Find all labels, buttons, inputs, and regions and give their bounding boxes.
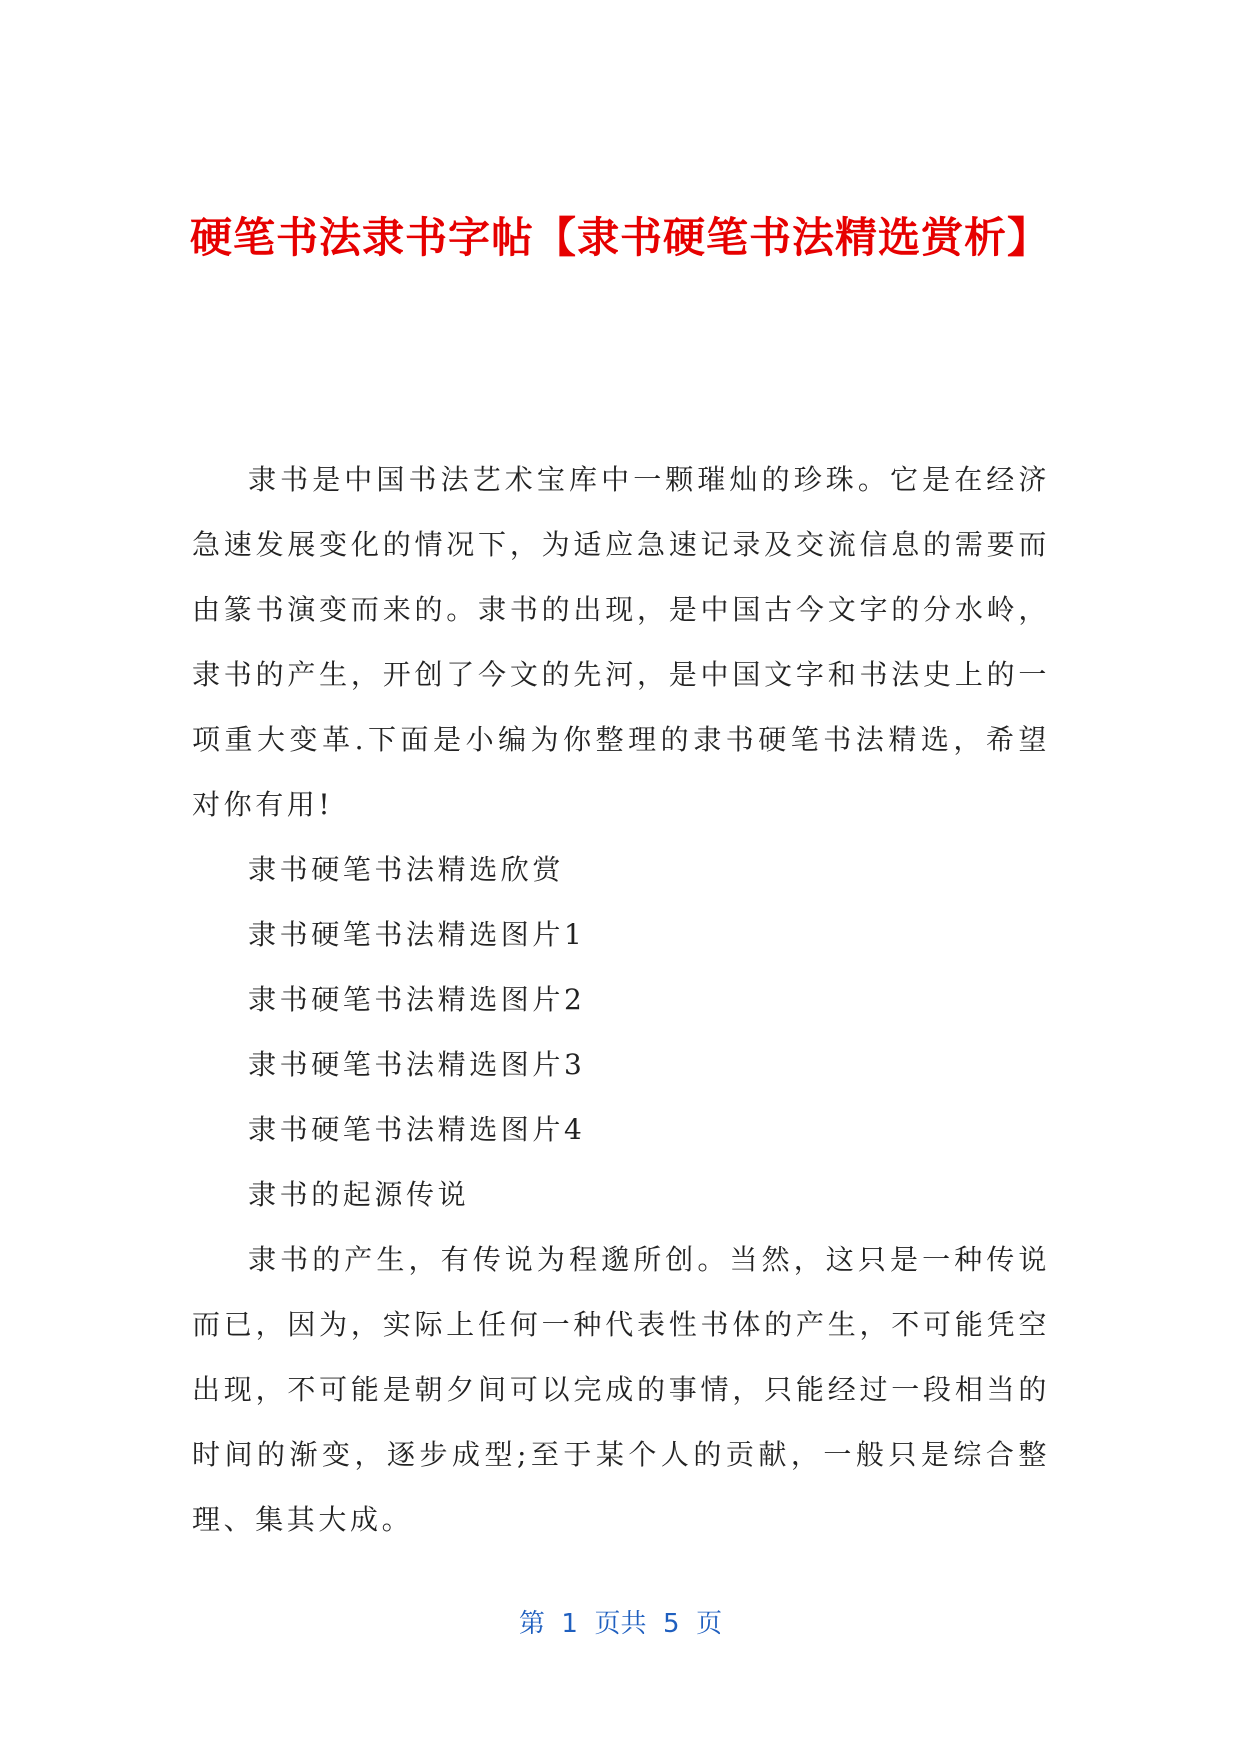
- document-title: 硬笔书法隶书字帖【隶书硬笔书法精选赏析】: [190, 213, 1051, 262]
- image-caption-1: 隶书硬笔书法精选图片1: [248, 918, 586, 951]
- page-number-footer: 第 1 页共 5 页: [518, 1609, 723, 1639]
- section-heading-appreciation: 隶书硬笔书法精选欣赏: [248, 853, 565, 886]
- intro-paragraph: 隶书是中国书法艺术宝库中一颗璀灿的珍珠。它是在经济急速发展变化的情况下，为适应急速记录及交流信息的需要而由篆书演变而来的。隶书的出现，是中国古今文字的分水岭，隶书的产生，开创了今文的先河，是中国文字和书法史上的一项重大变革.下面是小编为你整理的隶书硬笔书法精选，希望对你有用!: [192, 463, 1050, 821]
- image-caption-3: 隶书硬笔书法精选图片3: [248, 1048, 586, 1081]
- document-body: [192, 447, 1050, 1552]
- image-caption-4: 隶书硬笔书法精选图片4: [248, 1113, 586, 1146]
- origin-paragraph: 隶书的产生，有传说为程邈所创。当然，这只是一种传说而已，因为，实际上任何一种代表性书体的产生，不可能凭空出现，不可能是朝夕间可以完成的事情，只能经过一段相当的时间的渐变，逐步成型;至于某个人的贡献，一般只是综合整理、集其大成。: [192, 1243, 1050, 1536]
- section-heading-origin: 隶书的起源传说: [248, 1178, 470, 1211]
- image-caption-2: 隶书硬笔书法精选图片2: [248, 983, 586, 1016]
